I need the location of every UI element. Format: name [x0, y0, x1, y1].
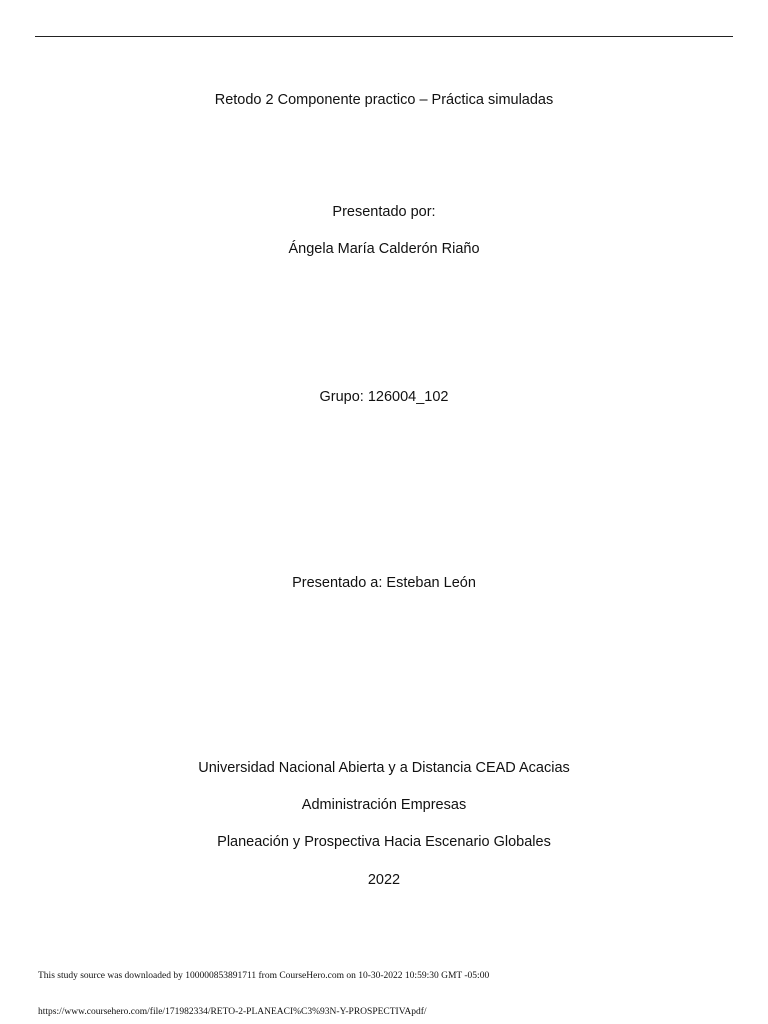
course-name: Planeación y Prospectiva Hacia Escenario Globales: [217, 834, 551, 850]
university-name: Universidad Nacional Abierta y a Distancia CEAD Acacias: [198, 760, 570, 776]
group-label: Grupo: 126004_102: [319, 389, 449, 405]
header-rule: [35, 36, 733, 37]
document-title: Retodo 2 Componente practico – Práctica simuladas: [214, 92, 554, 108]
source-url-link[interactable]: https://www.coursehero.com/file/171982334/RETO-2-PLANEACI%C3%93N-Y-PROSPECTIVApdf/: [38, 1007, 427, 1017]
year: 2022: [367, 872, 401, 888]
download-notice: This study source was downloaded by 100000853891711 from CourseHero.com on 10-30-2022 10:59:30 GMT -05:00: [38, 971, 490, 981]
program-name: Administración Empresas: [301, 797, 467, 813]
presented-to-label: Presentado a: Esteban León: [292, 575, 476, 591]
presented-by-label: Presentado por:: [332, 204, 436, 220]
author-name: Ángela María Calderón Riaño: [288, 241, 480, 257]
